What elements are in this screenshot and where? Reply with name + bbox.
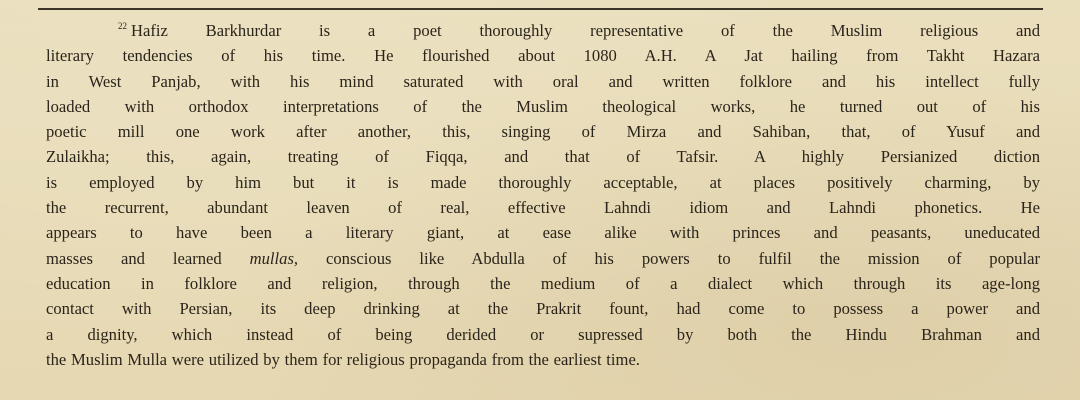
footnote-line: in West Panjab, with his mind saturated with oral and written folklore and his intellect fully [46, 71, 1040, 91]
footnote-line: contact with Persian, its deep drinking at the Prakrit fount, had come to possess a power and [46, 299, 1040, 319]
footnote-line: is employed by him but it is made thoroughly acceptable, at places positively charming, by [46, 172, 1040, 192]
footnote-line: a dignity, which instead of being derided or supressed by both the Hindu Brahman and [46, 324, 1040, 344]
footnote-paragraph [46, 14, 1040, 372]
footnote-line: poetic mill one work after another, this, singing of Mirza and Sahiban, that, of Yusuf and [46, 122, 1040, 142]
footnote-line: education in folklore and religion, through the medium of a dialect which through its age-long [46, 273, 1040, 293]
footnote-line: literary tendencies of his time. He flourished about 1080 A.H. A Jat hailing from Takht Hazara [46, 46, 1040, 66]
footnote-line: appears to have been a literary giant, at ease alike with princes and peasants, uneducated [46, 223, 1040, 243]
italic-term-mullas: mullas, [249, 248, 299, 268]
footnote-line [46, 14, 1040, 43]
footnote-line-text: conscious like Abdulla of his powers to fulfil the mission of popular [298, 248, 1040, 268]
footnote-line-text: Hafiz Barkhurdar is a poet thoroughly representative of the Muslim religious and [131, 21, 1040, 40]
footnote-line: Zulaikha; this, again, treating of Fiqqa, and that of Tafsir. A highly Persianized diction [46, 147, 1040, 167]
footnote-line: the Muslim Mulla were utilized by them for religious propaganda from the earliest time. [46, 349, 640, 369]
footnote-line: the recurrent, abundant leaven of real, effective Lahndi idiom and Lahndi phonetics. He [46, 198, 1040, 218]
footnote-marker: 22 [118, 21, 127, 31]
footnote-line: loaded with orthodox interpretations of the Muslim theological works, he turned out of his [46, 96, 1040, 116]
footnote-line [46, 246, 1040, 271]
footnote-separator-rule [38, 8, 1043, 10]
footnote-line-text: masses and learned [46, 248, 250, 268]
